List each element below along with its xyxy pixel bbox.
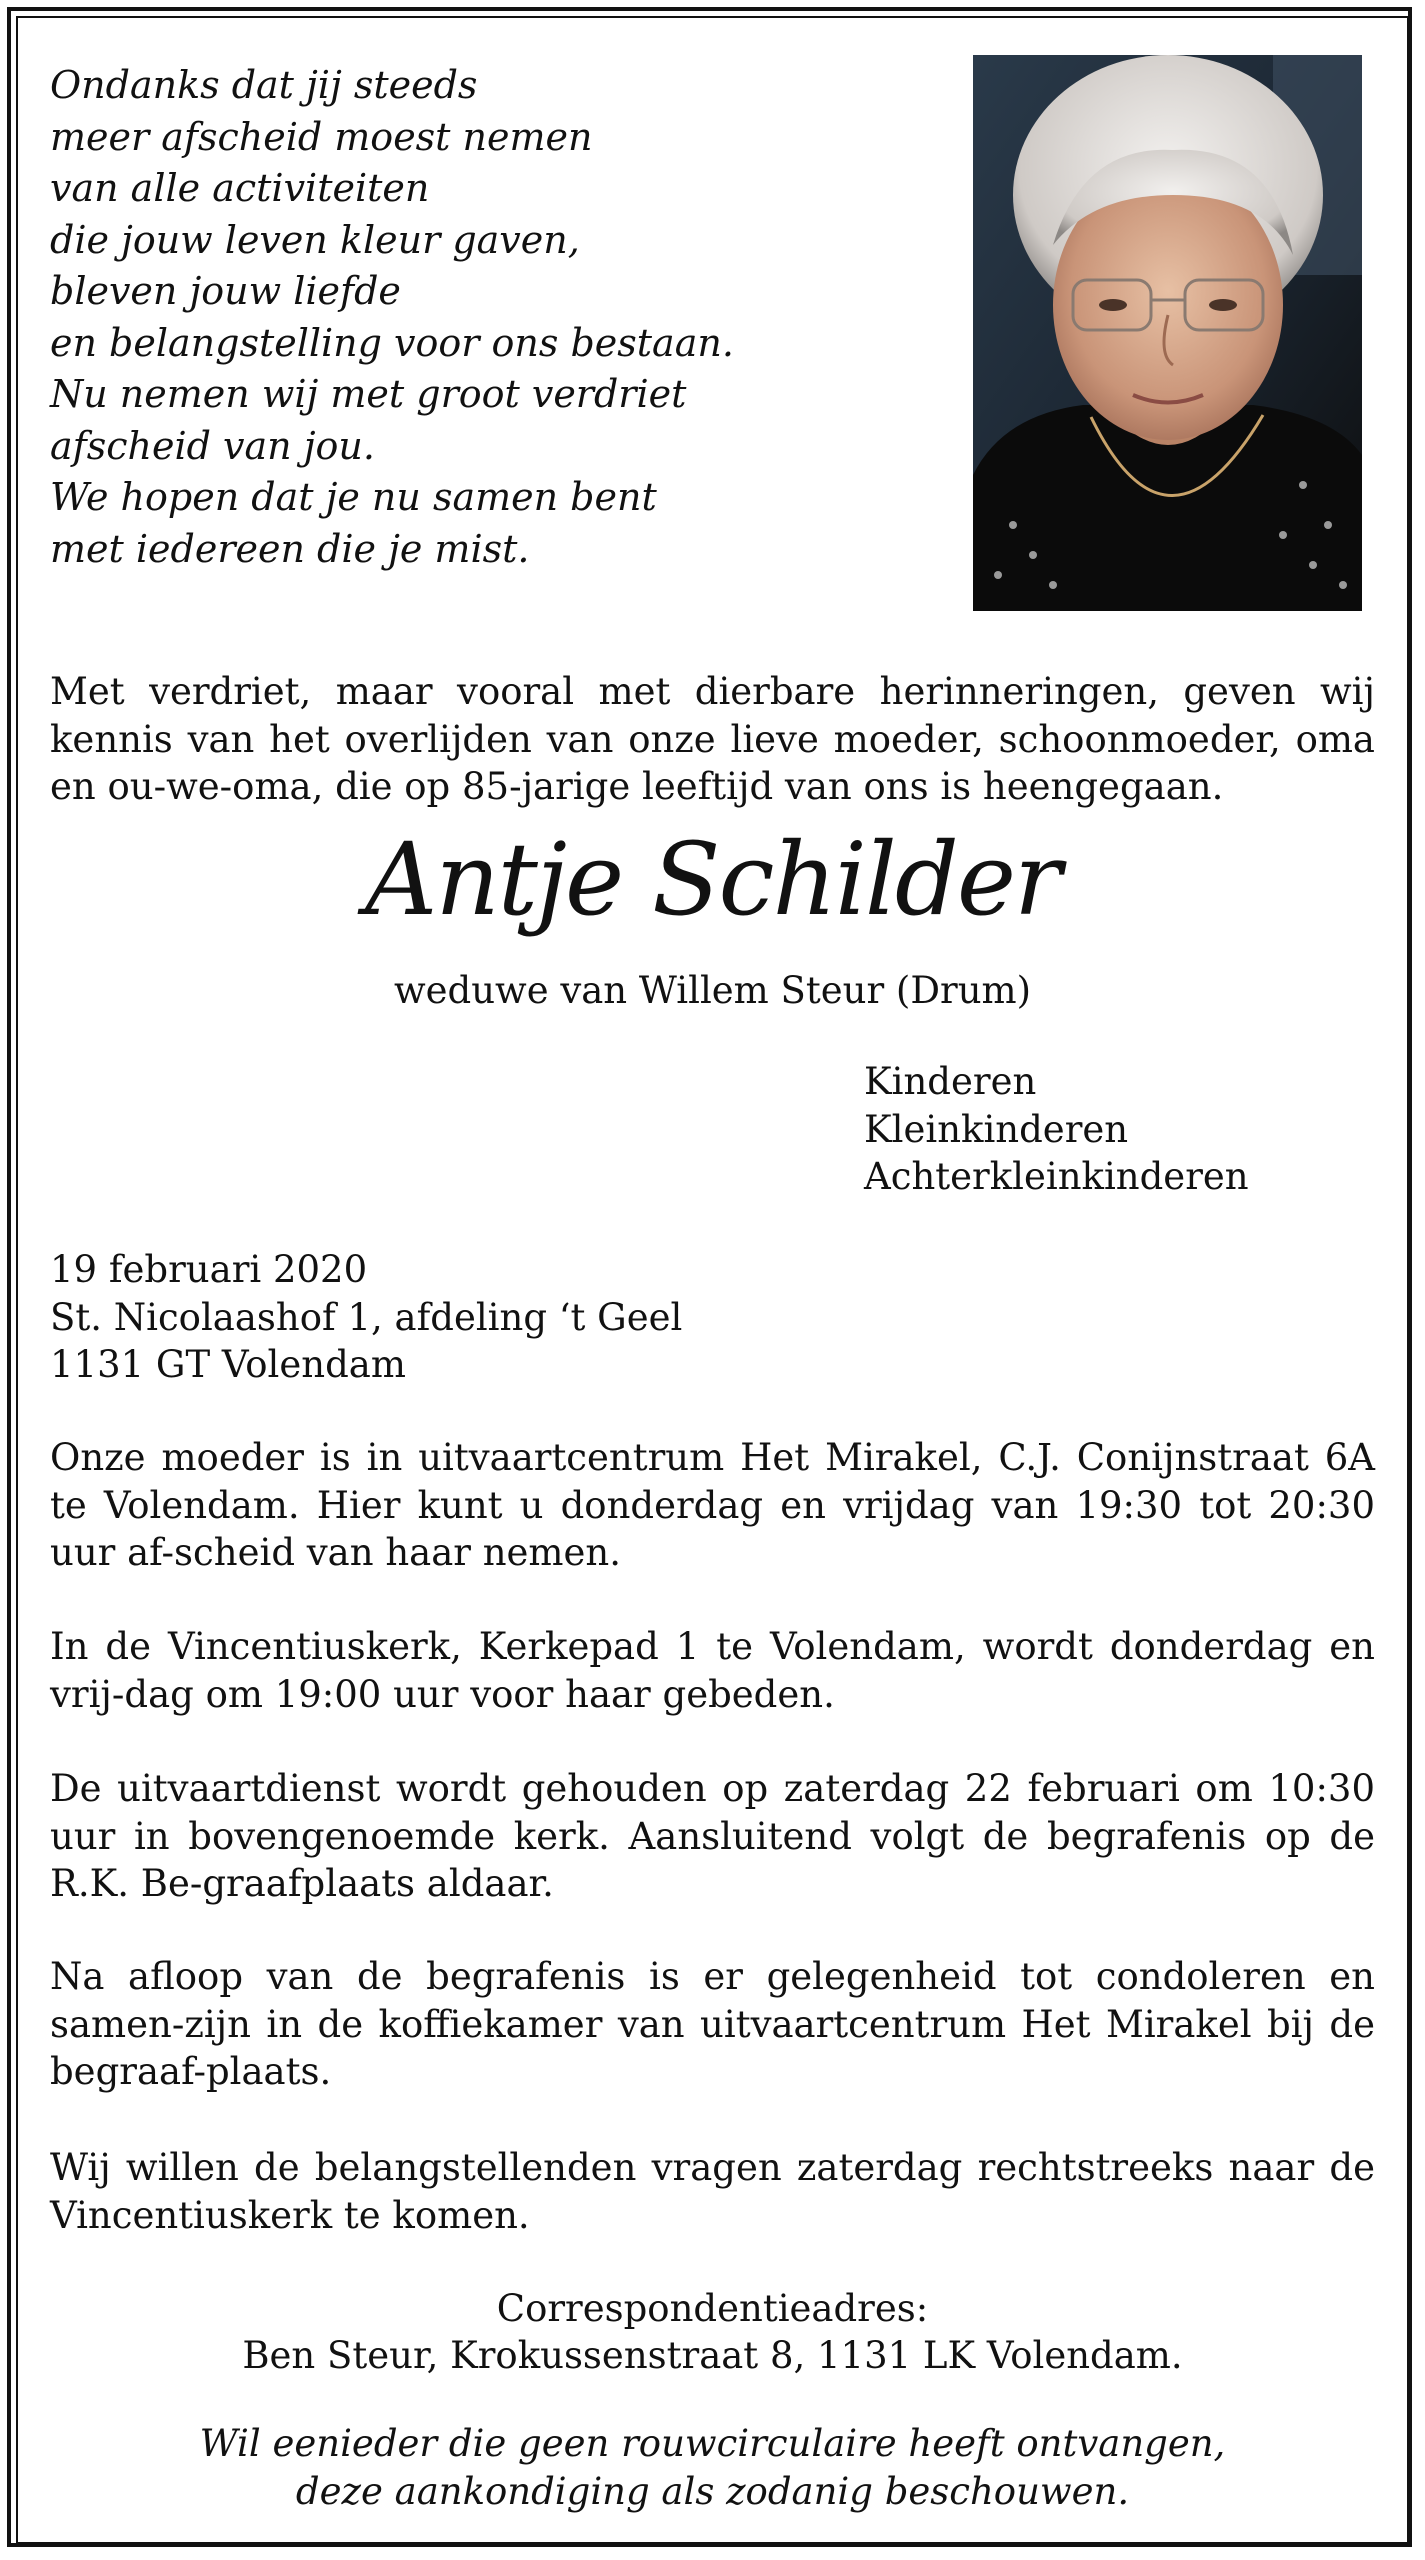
paragraph-service <box>50 1765 1375 1908</box>
poem-line: bleven jouw liefde <box>50 269 401 313</box>
date-address <box>50 1246 1375 1389</box>
paragraph-text: Onze moeder is in uitvaartcentrum Het Mirakel, C.J. Conijnstraat 6A te Volendam. Hier kunt u donderdag en vrijdag van 19:30 tot 20:30 uur af-scheid van haar nemen. <box>50 1436 1375 1574</box>
address-line-1: St. Nicolaashof 1, afdeling ‘t Geel <box>50 1295 683 1339</box>
paragraph-text: De uitvaartdienst wordt gehouden op zaterdag 22 februari om 10:30 uur in bovengenoemde kerk. Aansluitend volgt de begrafenis op de R.K. Be-graafplaats aldaar. <box>50 1767 1375 1905</box>
closing-line: Wil eenieder die geen rouwcirculaire heeft ontvangen, <box>199 2422 1226 2465</box>
paragraph-request <box>50 2144 1375 2239</box>
closing-line: deze aankondiging als zodanig beschouwen. <box>295 2469 1130 2513</box>
poem-line: We hopen dat je nu samen bent <box>50 475 657 519</box>
intro-text: Met verdriet, maar vooral met dierbare herinneringen, geven wij kennis van het overlijden van onze lieve moeder, schoonmoeder, oma en ou-we-oma, die op 85-jarige leeftijd van ons is heengegaan. <box>50 670 1375 808</box>
paragraph-text: Wij willen de belangstellenden vragen zaterdag rechtstreeks naar de Vincentiuskerk te komen. <box>50 2146 1375 2237</box>
poem <box>50 60 930 575</box>
paragraph-text: Na afloop van de begrafenis is er gelegenheid tot condoleren en samen-zijn in de koffiekamer van uitvaartcentrum Het Mirakel bij de begraaf-plaats. <box>50 1955 1375 2093</box>
family-list <box>864 1058 1249 1201</box>
family-item: Kinderen <box>864 1060 1037 1103</box>
closing-note <box>0 2420 1425 2515</box>
family-item: Kleinkinderen <box>864 1107 1129 1151</box>
widow-of: weduwe van Willem Steur (Drum) <box>393 969 1032 1012</box>
poem-line: afscheid van jou. <box>50 423 375 468</box>
address-line-2: 1131 GT Volendam <box>50 1343 406 1386</box>
paragraph-condolence <box>50 1953 1375 2096</box>
poem-line: van alle activiteiten <box>50 166 430 210</box>
paragraph-text: In de Vincentiuskerk, Kerkepad 1 te Volendam, wordt donderdag en vrij-dag om 19:00 uur voor haar gebeden. <box>50 1625 1375 1716</box>
correspondence-label: Correspondentieadres: <box>496 2287 929 2330</box>
family-item: Achterkleinkinderen <box>864 1155 1249 1198</box>
portrait-illustration <box>973 55 1362 611</box>
date: 19 februari 2020 <box>50 1248 368 1291</box>
paragraph-viewing <box>50 1434 1375 1577</box>
correspondence-address: Ben Steur, Krokussenstraat 8, 1131 LK Volendam. <box>242 2334 1183 2377</box>
poem-line: Ondanks dat jij steeds <box>50 63 478 107</box>
poem-line: met iedereen die je mist. <box>50 526 530 571</box>
poem-line: meer afscheid moest nemen <box>50 114 593 159</box>
intro-paragraph <box>50 668 1375 811</box>
poem-line: Nu nemen wij met groot verdriet <box>50 372 687 416</box>
portrait-photo <box>973 55 1362 611</box>
poem-line: en belangstelling voor ons bestaan. <box>50 320 734 365</box>
paragraph-prayer <box>50 1623 1375 1718</box>
poem-line: die jouw leven kleur gaven, <box>50 217 580 262</box>
deceased-name: Antje Schilder <box>365 821 1060 938</box>
